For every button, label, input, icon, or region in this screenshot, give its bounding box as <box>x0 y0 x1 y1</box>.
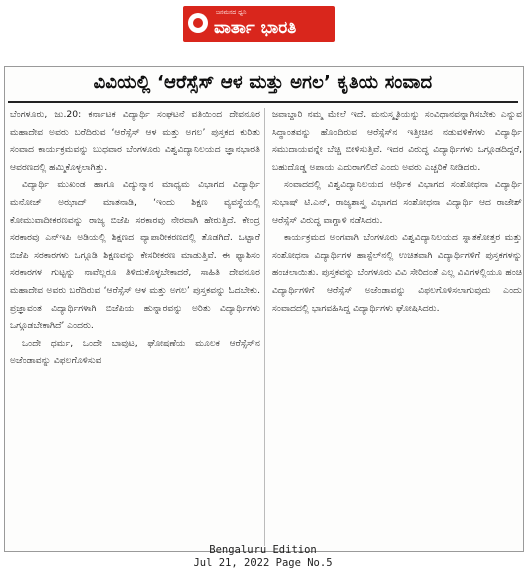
article-paragraph: ಕಾರ್ಯಕ್ರಮದ ಅಂಗವಾಗಿ ಬೆಂಗಳೂರು ವಿಶ್ವವಿದ್ಯಾನಿಲಯದ ಸ್ನಾತಕೋತ್ತರ ಮತ್ತು ಸಂಶೋಧನಾ ವಿದ್ಯಾರ್ಥಿಗಳ ಹಾಸ್ಟೆಲ್‌ನಲ್ಲಿ ಉಚಿತವಾಗಿ ವಿದ್ಯಾರ್ಥಿಗಳಿಗೆ ಪುಸ್ತಕಗಳನ್ನು ಹಂಚಲಾಯಿತು. ಪುಸ್ತಕವನ್ನು ಬೆಂಗಳೂರು ವಿವಿ ಸೇರಿದಂತೆ ಎಲ್ಲ ವಿವಿಗಳಲ್ಲಿಯೂ ಹಂಚಿ ವಿದ್ಯಾರ್ಥಿಗಳಿಗೆ ಆರೆಸ್ಸೆಸ್ ಅಜೆಂಡಾವನ್ನು ವಿಫಲಗೊಳಿಸಲಾಗುವುದು ಎಂದು ಸಂವಾದದಲ್ಲಿ ಭಾಗವಹಿಸಿದ್ದ ವಿದ್ಯಾರ್ಥಿಗಳು ಘೋಷಿಸಿದರು. <box>272 232 522 314</box>
headline-rule <box>8 101 518 103</box>
edition-footer <box>0 544 526 570</box>
logo-emblem-icon <box>188 13 208 33</box>
article-paragraph: ವಿದ್ಯಾರ್ಥಿ ಮುಖಂಡ ಹಾಗೂ ವಿದ್ಯುನ್ಮಾನ ಮಾಧ್ಯಮ ವಿಭಾಗದ ವಿದ್ಯಾರ್ಥಿ ಮನೋಜ್ ಅಝಾದ್ ಮಾತನಾಡಿ, ‘ಇಂದು ಶಿಕ್ಷಣ ವ್ಯವಸ್ಥೆಯಲ್ಲಿ ಕೋಮುವಾದೀಕರಣವನ್ನು ರಾಜ್ಯ ಬಿಜೆಪಿ ಸರಕಾರವು ನೇರವಾಗಿ ಹೇರುತ್ತಿದೆ. ಕೇಂದ್ರ ಸರಕಾರವು ಎನ್‌ಇಪಿ ಅಡಿಯಲ್ಲಿ ಶಿಕ್ಷಣದ ವ್ಯಾಪಾರೀಕರಣದಲ್ಲಿ ತೊಡಗಿದೆ. ಒಟ್ಟಾರೆ ಬಿಜೆಪಿ ಸರಕಾರಗಳು ಒಗ್ಗೂಡಿ ಶಿಕ್ಷಣವನ್ನು ಕೇಸರೀಕರಣ ಮಾಡುತ್ತಿವೆ. ಈ ಫ್ಯಾಶಿಸಂ ಸರಕಾರಗಳ ಗುಟ್ಟನ್ನು ನಾವೆಲ್ಲರೂ ತಿಳಿದುಕೊಳ್ಳಬೇಕಾದರೆ, ಸಾಹಿತಿ ದೇವನೂರ ಮಹಾದೇವ ಅವರು ಬರೆದಿರುವ ‘ಆರೆಸ್ಸೆಸ್ ಆಳ ಮತ್ತು ಅಗಲ’ ಪುಸ್ತಕವನ್ನು ಓದಬೇಕು. ಪ್ರಜ್ಞಾವಂತ ವಿದ್ಯಾರ್ಥಿಗಳಾಗಿ ಬಿಜೆಪಿಯ ಹುನ್ನಾರವನ್ನು ಅರಿತು ವಿದ್ಯಾರ್ಥಿಗಳು ಒಗ್ಗೂಡಬೇಕಾಗಿದೆ’ ಎಂದರು. <box>10 179 260 332</box>
column-divider <box>264 108 265 546</box>
edition-date-page: Jul 21, 2022 Page No.5 <box>193 557 333 569</box>
article-column-left <box>10 106 260 370</box>
masthead-tagline: ಜನಮನದ ಧ್ವನಿ <box>216 9 247 16</box>
article-headline: ವಿವಿಯಲ್ಲಿ ‘ಆರೆಸ್ಸೆಸ್ ಆಳ ಮತ್ತು ಅಗಲ’ ಕೃತಿಯ ಸಂವಾದ <box>93 72 433 93</box>
article-paragraph: ಜವಾಬ್ದಾರಿ ನಮ್ಮ ಮೇಲೆ ಇದೆ. ಮನುಸ್ಮೃತಿಯನ್ನು ಸಂವಿಧಾನವನ್ನಾಗಿಸಬೇಕು ಎನ್ನುವ ಸಿದ್ಧಾಂತವನ್ನು ಹೊಂದಿರುವ ಆರೆಸ್ಸೆಸ್‌ನ ಇತ್ತೀಚಿನ ನಡುವಳಿಕೆಗಳು ವಿದ್ಯಾರ್ಥಿ ಸಮುದಾಯವನ್ನೇ ಬೆಚ್ಚಿ ಬೀಳಿಸುತ್ತಿವೆ. ಇದರ ವಿರುದ್ಧ ವಿದ್ಯಾರ್ಥಿಗಳು ಒಗ್ಗೂಡದಿದ್ದರೆ, ಬಹುದೊಡ್ಡ ಅಪಾಯ ಎದುರಾಗಲಿದೆ ಎಂದು ಅವರು ಎಚ್ಚರಿಕೆ ನೀಡಿದರು. <box>272 109 522 173</box>
article-column-right <box>272 106 522 317</box>
article-paragraph: ಸಂವಾದದಲ್ಲಿ ವಿಶ್ವವಿದ್ಯಾನಿಲಯದ ಆರ್ಥಿಕ ವಿಭಾಗದ ಸಂಶೋಧನಾ ವಿದ್ಯಾರ್ಥಿ ಸುಭಾಷ್ ಟಿ.ಎನ್, ರಾಜ್ಯಶಾಸ್ತ್ರ ವಿಭಾಗದ ಸಂಶೋಧನಾ ವಿದ್ಯಾರ್ಥಿ ಆದ ರಾಜೇಶ್ ಆರೆಸ್ಸೆಸ್ ವಿರುದ್ಧ ವಾಗ್ದಾಳಿ ನಡೆಸಿದರು. <box>272 179 522 226</box>
masthead-brand: ವಾರ್ತಾ ಭಾರತಿ <box>214 18 297 38</box>
article-paragraph: ಒಂದೇ ಧರ್ಮ, ಒಂದೇ ಬಾವುಟ, ಘೋಷಣೆಯ ಮೂಲಕ ಆರೆಸ್ಸೆಸ್‌ನ ಅಜೆಂಡಾವನ್ನು ವಿಫಲಗೊಳಿಸುವ <box>10 337 260 367</box>
edition-name: Bengaluru Edition <box>209 544 317 556</box>
masthead-logo <box>183 6 335 42</box>
article-paragraph: ಬೆಂಗಳೂರು, ಜು.20: ಕರ್ನಾಟಕ ವಿದ್ಯಾರ್ಥಿ ಸಂಘಟನೆ ವತಿಯಿಂದ ದೇವನೂರ ಮಹಾದೇವ ಅವರು ಬರೆದಿರುವ ‘ಆರೆಸ್ಸೆಸ್ ಆಳ ಮತ್ತು ಅಗಲ’ ಪುಸ್ತಕದ ಕುರಿತು ಸಂವಾದ ಕಾರ್ಯಕ್ರಮವನ್ನು ಬುಧವಾರ ಬೆಂಗಳೂರು ವಿಶ್ವವಿದ್ಯಾನಿಲಯದ ಜ್ಞಾನಭಾರತಿ ಆವರಣದಲ್ಲಿ ಹಮ್ಮಿಕೊಳ್ಳಲಾಗಿತ್ತು. <box>10 109 260 173</box>
